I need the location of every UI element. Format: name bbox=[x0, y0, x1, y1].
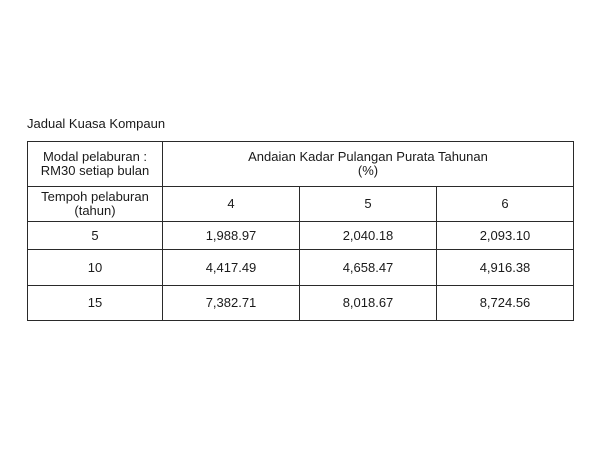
table-caption: Jadual Kuasa Kompaun bbox=[27, 116, 166, 131]
rates-row bbox=[28, 187, 574, 222]
value-cell: 4,916.38 bbox=[437, 250, 574, 286]
value-cell: 8,018.67 bbox=[300, 286, 437, 321]
period-cell: 5 bbox=[28, 222, 163, 250]
table-row bbox=[28, 286, 574, 321]
rate-4-header: 4 bbox=[163, 187, 300, 222]
period-cell: 15 bbox=[28, 286, 163, 321]
value-cell: 2,093.10 bbox=[437, 222, 574, 250]
period-cell: 10 bbox=[28, 250, 163, 286]
investment-capital-header bbox=[28, 142, 163, 187]
compound-power-table bbox=[27, 141, 574, 321]
table-row bbox=[28, 250, 574, 286]
value-cell: 2,040.18 bbox=[300, 222, 437, 250]
value-cell: 4,658.47 bbox=[300, 250, 437, 286]
rate-header bbox=[163, 142, 574, 187]
rate-header-line-2: (%) bbox=[357, 163, 379, 178]
value-cell: 7,382.71 bbox=[163, 286, 300, 321]
period-header bbox=[28, 187, 163, 222]
rate-5-header: 5 bbox=[300, 187, 437, 222]
table-header-row bbox=[28, 142, 574, 187]
value-cell: 8,724.56 bbox=[437, 286, 574, 321]
rate-header-line-1: Andaian Kadar Pulangan Purata Tahunan bbox=[248, 149, 488, 164]
investment-capital-line-2: RM30 setiap bulan bbox=[40, 163, 150, 178]
investment-capital-line-1: Modal pelaburan : bbox=[42, 149, 148, 164]
period-header-line-1: Tempoh pelaburan bbox=[41, 189, 149, 204]
value-cell: 1,988.97 bbox=[163, 222, 300, 250]
value-cell: 4,417.49 bbox=[163, 250, 300, 286]
period-header-line-2: (tahun) bbox=[74, 203, 116, 218]
table-row bbox=[28, 222, 574, 250]
rate-6-header: 6 bbox=[437, 187, 574, 222]
